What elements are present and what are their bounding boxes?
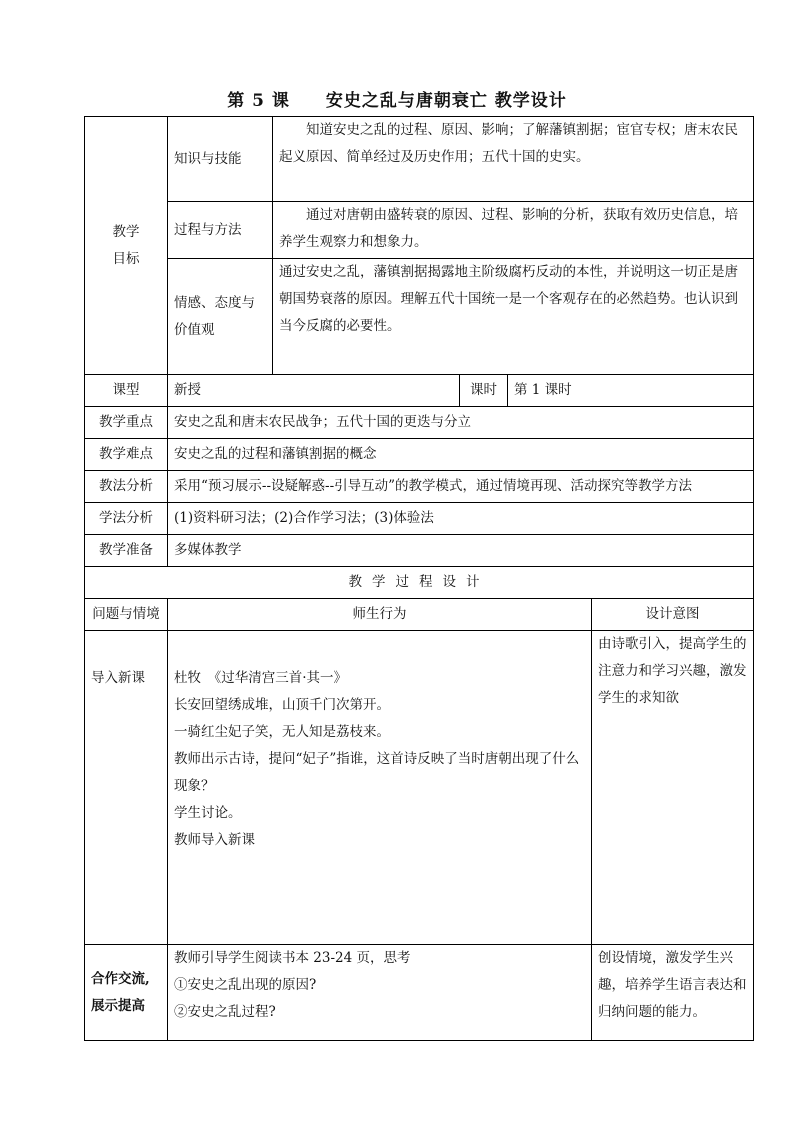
type-value: 新授 bbox=[168, 375, 460, 407]
emotion-text: 通过安史之乱，藩镇割据揭露地主阶级腐朽反动的本性，并说明这一切正是唐朝国势衰落的原因。理解五代十国统一是一个客观存在的必然趋势。也认识到当今反腐的必要性。 bbox=[273, 259, 754, 375]
intro-line: 学生讨论。 bbox=[174, 805, 242, 821]
prep-label: 教学准备 bbox=[85, 535, 168, 567]
method-value: 采用“预习展示--设疑解惑--引导互动”的教学模式，通过情境再现、活动探究等教学方法 bbox=[168, 471, 754, 503]
process-heading: 教学过程设计 bbox=[85, 567, 754, 599]
intro-line: 杜牧 《过华清宫三首·其一》 bbox=[174, 670, 348, 686]
emotion-label: 情感、态度与 价值观 bbox=[168, 259, 273, 375]
cooperate-line: ①安史之乱出现的原因? bbox=[174, 977, 317, 993]
lesson-plan-table bbox=[84, 116, 754, 1041]
hours-label: 课时 bbox=[460, 375, 508, 407]
difficulty-label: 教学难点 bbox=[85, 439, 168, 471]
study-value: (1)资料研习法；(2)合作学习法；(3)体验法 bbox=[168, 503, 754, 535]
cooperate-label: 合作交流, 展示提高 bbox=[85, 945, 168, 1041]
key-label: 教学重点 bbox=[85, 407, 168, 439]
intro-line: 长安回望绣成堆，山顶千门次第开。 bbox=[174, 697, 390, 713]
key-value: 安史之乱和唐末农民战争；五代十国的更迭与分立 bbox=[168, 407, 754, 439]
study-label: 学法分析 bbox=[85, 503, 168, 535]
intro-line: 教师导入新课 bbox=[174, 832, 255, 848]
col-problem-header: 问题与情境 bbox=[85, 599, 168, 631]
difficulty-value: 安史之乱的过程和藩镇割据的概念 bbox=[168, 439, 754, 471]
cooperate-line: ②安史之乱过程? bbox=[174, 1004, 276, 1020]
prep-value: 多媒体教学 bbox=[168, 535, 754, 567]
col-intent-header: 设计意图 bbox=[592, 599, 754, 631]
method-label: 教法分析 bbox=[85, 471, 168, 503]
intro-line: 教师出示古诗，提问“妃子”指谁，这首诗反映了当时唐朝出现了什么现象？ bbox=[174, 751, 580, 794]
knowledge-text: 知道安史之乱的过程、原因、影响；了解藩镇割据；宦官专权；唐末农民起义原因、简单经过及历史作用；五代十国的史实。 bbox=[273, 117, 754, 202]
page-title: 第 5 课 安史之乱与唐朝衰亡 教学设计 bbox=[227, 91, 567, 111]
col-action-header: 师生行为 bbox=[168, 599, 592, 631]
hours-value: 第 1 课时 bbox=[508, 375, 754, 407]
cooperate-content bbox=[168, 945, 592, 1041]
type-label: 课型 bbox=[85, 375, 168, 407]
cooperate-line: 教师引导学生阅读书本 23-24 页，思考 bbox=[174, 950, 411, 966]
intro-line: 一骑红尘妃子笑，无人知是荔枝来。 bbox=[174, 724, 390, 740]
process-label: 过程与方法 bbox=[168, 202, 273, 259]
cooperate-intent: 创设情境，激发学生兴趣，培养学生语言表达和归纳问题的能力。 bbox=[592, 945, 754, 1041]
knowledge-label: 知识与技能 bbox=[168, 117, 273, 202]
intro-intent: 由诗歌引入，提高学生的注意力和学习兴趣，激发学生的求知欲 bbox=[592, 631, 754, 945]
process-text: 通过对唐朝由盛转衰的原因、过程、影响的分析，获取有效历史信息，培养学生观察力和想象力。 bbox=[273, 202, 754, 259]
intro-label: 导入新课 bbox=[85, 631, 168, 945]
objectives-label: 教学 目标 bbox=[85, 117, 168, 375]
intro-content bbox=[168, 631, 592, 945]
